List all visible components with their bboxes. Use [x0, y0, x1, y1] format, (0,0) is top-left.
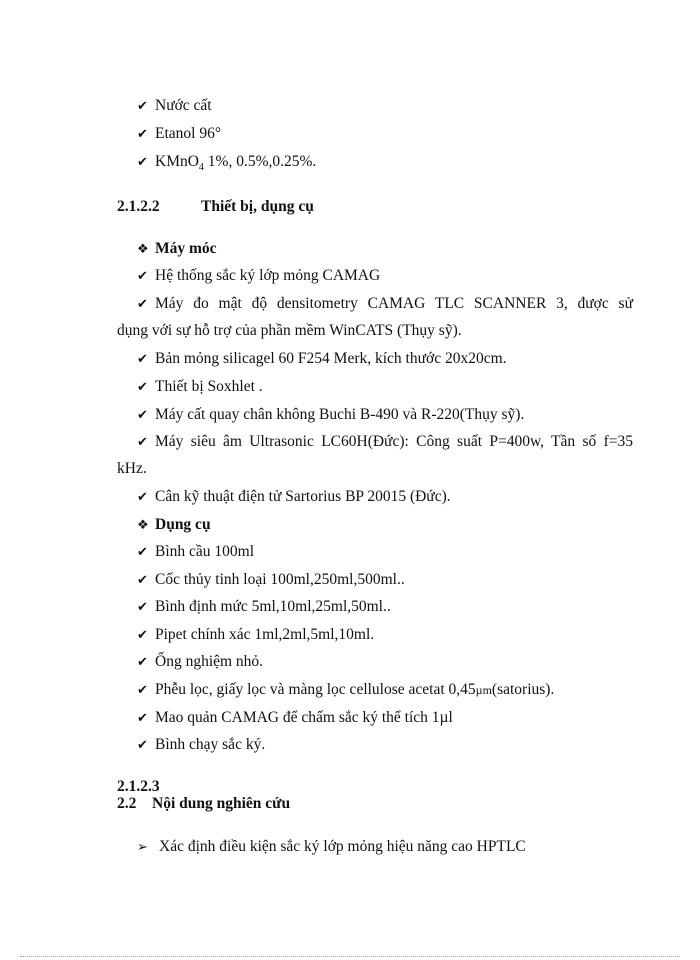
checkmark-icon: ✔ — [137, 738, 148, 753]
list-item: ✔ Nước cất — [137, 97, 212, 114]
subheading-tools: ❖ Dụng cụ — [137, 516, 211, 533]
checkmark-icon: ✔ — [137, 711, 148, 726]
list-item: ✔ Máy cất quay chân không Buchi B-490 và R-220(Thụy sỹ). — [137, 406, 525, 423]
section-heading: 2.1.2.2 Thiết bị, dụng cụ — [117, 198, 314, 215]
list-item-continuation: dụng với sự hỗ trợ của phần mềm WinCATS (Thụy sỹ). — [117, 322, 462, 339]
checkmark-icon: ✔ — [137, 155, 148, 170]
list-item: ➢ Xác định điều kiện sắc ký lớp mỏng hiệu năng cao HPTLC — [137, 838, 526, 855]
list-item: ✔ Cân kỹ thuật điện tử Sartorius BP 20015 (Đức). — [137, 488, 451, 505]
list-item: ✔ Bình chạy sắc ký. — [137, 736, 266, 753]
checkmark-icon: ✔ — [137, 297, 148, 312]
list-item: ✔ Bình cầu 100ml — [137, 543, 255, 560]
arrow-bullet-icon: ➢ — [137, 840, 148, 855]
list-item: ✔ Thiết bị Soxhlet . — [137, 378, 263, 395]
list-item: ✔ Etanol 96° — [137, 125, 222, 142]
checkmark-icon: ✔ — [137, 628, 148, 643]
checkmark-icon: ✔ — [137, 269, 148, 284]
page-border — [20, 956, 680, 957]
checkmark-icon: ✔ — [137, 545, 148, 560]
checkmark-icon: ✔ — [137, 408, 148, 423]
list-item: ✔ Pipet chính xác 1ml,2ml,5ml,10ml. — [137, 626, 375, 643]
diamond-bullet-icon: ❖ — [137, 242, 149, 257]
checkmark-icon: ✔ — [137, 600, 148, 615]
list-item-continuation: kHz. — [117, 460, 147, 477]
checkmark-icon: ✔ — [137, 127, 148, 142]
list-item: ✔ KMnO$_4$ 1%, 0.5%,0.25%. — [137, 153, 317, 174]
subheading-machines: ❖ Máy móc — [137, 240, 217, 257]
list-item: ✔ Cốc thủy tinh loại 100ml,250ml,500ml.. — [137, 571, 405, 588]
checkmark-icon: ✔ — [137, 655, 148, 670]
section-number: 2.1.2.3 — [117, 778, 160, 795]
checkmark-icon: ✔ — [137, 380, 148, 395]
checkmark-icon: ✔ — [137, 99, 148, 114]
list-item: ✔ Hệ thống sắc ký lớp mỏng CAMAG — [137, 267, 381, 284]
list-item: ✔ Phễu lọc, giấy lọc và màng lọc cellulose acetat 0,45µm(satorius). — [137, 681, 555, 698]
checkmark-icon: ✔ — [137, 352, 148, 367]
checkmark-icon: ✔ — [137, 683, 148, 698]
list-item: ✔ Máy đo mật độ densitometry CAMAG TLC SCANNER 3, được sử — [137, 295, 633, 312]
list-item: ✔ Ống nghiệm nhỏ. — [137, 653, 264, 670]
list-item: ✔ Bản mỏng silicagel 60 F254 Merk, kích thước 20x20cm. — [137, 350, 507, 367]
list-item: ✔ Máy siêu âm Ultrasonic LC60H(Đức): Công suất P=400w, Tần số f=35 — [137, 433, 633, 450]
checkmark-icon: ✔ — [137, 435, 148, 450]
section-heading: 2.2 Nội dung nghiên cứu — [117, 795, 291, 812]
list-item: ✔ Bình định mức 5ml,10ml,25ml,50ml.. — [137, 598, 391, 615]
diamond-bullet-icon: ❖ — [137, 518, 149, 533]
checkmark-icon: ✔ — [137, 490, 148, 505]
checkmark-icon: ✔ — [137, 573, 148, 588]
list-item: ✔ Mao quản CAMAG để chấm sắc ký thể tích 1µl — [137, 709, 453, 726]
